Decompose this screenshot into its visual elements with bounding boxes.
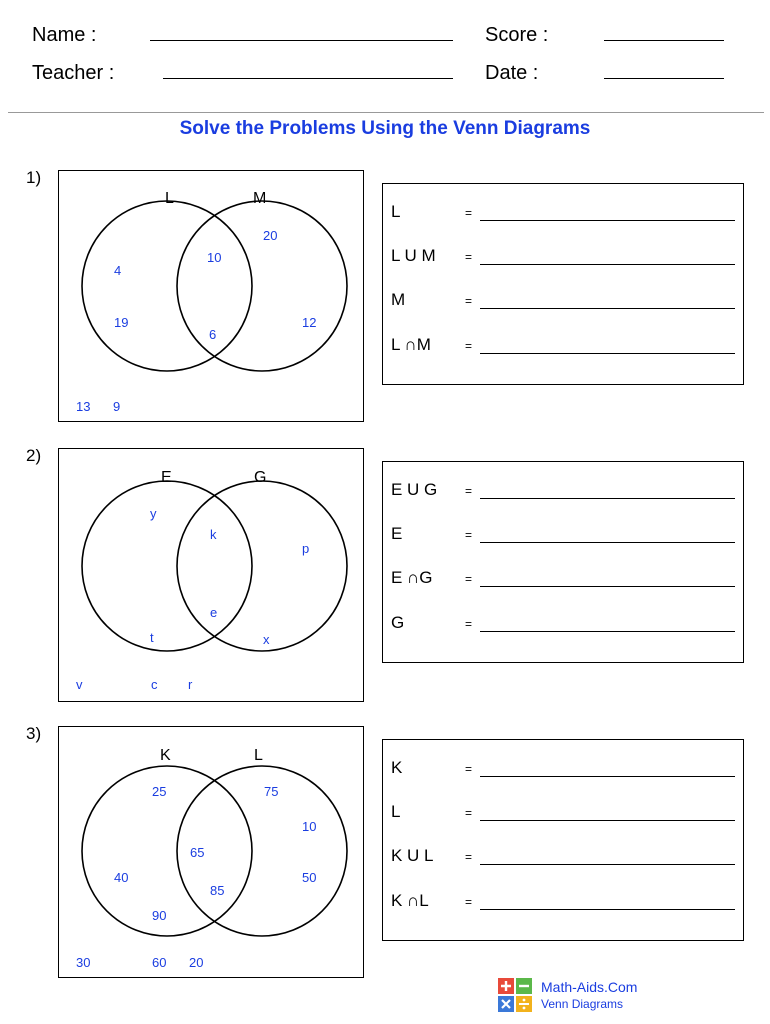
answer-box-3 — [382, 739, 744, 941]
venn-value: r — [188, 677, 193, 692]
venn-value: 10 — [302, 819, 317, 834]
equals-sign: = — [465, 850, 473, 864]
venn-value: 20 — [189, 955, 204, 970]
answer-line[interactable] — [480, 542, 735, 543]
set-label-a: L — [165, 190, 174, 207]
answer-label: L — [391, 802, 401, 821]
venn-value: 65 — [190, 845, 205, 860]
venn-value: 12 — [302, 315, 317, 330]
answer-line[interactable] — [480, 776, 735, 777]
answer-label: L — [391, 202, 401, 221]
answer-label: L ∩M — [391, 335, 431, 354]
venn-circles — [59, 727, 363, 977]
date-line[interactable] — [604, 78, 724, 79]
answer-row[interactable] — [383, 846, 743, 868]
answer-row[interactable] — [383, 758, 743, 780]
venn-value: e — [210, 605, 218, 620]
answer-row[interactable] — [383, 802, 743, 824]
set-label-a: K — [160, 747, 171, 764]
problem-number: 3) — [26, 724, 42, 743]
venn-value: k — [210, 527, 217, 542]
venn-value: 60 — [152, 955, 167, 970]
answer-line[interactable] — [480, 820, 735, 821]
name-line[interactable] — [150, 40, 453, 41]
answer-label: K — [391, 758, 403, 777]
answer-line[interactable] — [480, 586, 735, 587]
venn-value: 75 — [264, 784, 279, 799]
answer-line[interactable] — [480, 264, 735, 265]
venn-value: t — [150, 630, 154, 645]
venn-diagram-3 — [58, 726, 364, 978]
answer-row[interactable] — [383, 891, 743, 913]
answer-line[interactable] — [480, 631, 735, 632]
venn-value: 30 — [76, 955, 91, 970]
set-label-b: G — [254, 469, 267, 486]
answer-label: E ∩G — [391, 568, 433, 587]
equals-sign: = — [465, 806, 473, 820]
set-label-b: M — [253, 190, 267, 207]
score-line[interactable] — [604, 40, 724, 41]
equals-sign: = — [465, 250, 473, 264]
venn-value: 6 — [209, 327, 217, 342]
answer-box-2 — [382, 461, 744, 663]
venn-value: c — [151, 677, 158, 692]
equals-sign: = — [465, 484, 473, 498]
footer-site[interactable]: Math-Aids.Com — [541, 979, 638, 995]
answer-label: E U G — [391, 480, 438, 499]
venn-value: 4 — [114, 263, 122, 278]
venn-value: 25 — [152, 784, 167, 799]
equals-sign: = — [465, 572, 473, 586]
venn-circles — [59, 449, 363, 701]
answer-row[interactable] — [383, 613, 743, 635]
equals-sign: = — [465, 762, 473, 776]
venn-value: 13 — [76, 399, 91, 414]
answer-line[interactable] — [480, 353, 735, 354]
answer-row[interactable] — [383, 335, 743, 357]
venn-value: 20 — [263, 228, 278, 243]
footer-subtitle: Venn Diagrams — [541, 997, 624, 1011]
venn-value: 40 — [114, 870, 129, 885]
equals-sign: = — [465, 206, 473, 220]
equals-sign: = — [465, 294, 473, 308]
answer-row[interactable] — [383, 246, 743, 268]
set-label-b: L — [254, 747, 263, 764]
venn-value: y — [150, 506, 157, 521]
venn-value: 50 — [302, 870, 317, 885]
teacher-line[interactable] — [163, 78, 453, 79]
date-label: Date : — [485, 62, 539, 84]
score-label: Score : — [485, 24, 549, 46]
venn-diagram-1 — [58, 170, 364, 422]
math-aids-logo-icon — [498, 978, 532, 1012]
venn-value: 9 — [113, 399, 121, 414]
venn-value: p — [302, 541, 310, 556]
venn-value: 10 — [207, 250, 222, 265]
answer-line[interactable] — [480, 308, 735, 309]
page-title: Solve the Problems Using the Venn Diagrams — [179, 118, 591, 139]
set-label-a: E — [161, 469, 172, 486]
venn-value: x — [263, 632, 270, 647]
venn-value: 90 — [152, 908, 167, 923]
answer-row[interactable] — [383, 290, 743, 312]
answer-line[interactable] — [480, 220, 735, 221]
header-divider — [8, 112, 764, 113]
problem-number: 2) — [26, 446, 42, 465]
equals-sign: = — [465, 339, 473, 353]
venn-diagram-2 — [58, 448, 364, 702]
answer-row[interactable] — [383, 202, 743, 224]
venn-value: 85 — [210, 883, 225, 898]
answer-label: K ∩L — [391, 891, 429, 910]
answer-box-1 — [382, 183, 744, 385]
answer-row[interactable] — [383, 568, 743, 590]
venn-value: v — [76, 677, 83, 692]
answer-row[interactable] — [383, 524, 743, 546]
teacher-label: Teacher : — [32, 62, 115, 84]
answer-line[interactable] — [480, 864, 735, 865]
problem-number: 1) — [26, 168, 42, 187]
name-label: Name : — [32, 24, 97, 46]
equals-sign: = — [465, 895, 473, 909]
answer-label: K U L — [391, 846, 434, 865]
venn-circles — [59, 171, 363, 421]
answer-label: G — [391, 613, 405, 632]
venn-value: 19 — [114, 315, 129, 330]
answer-label: L U M — [391, 246, 436, 265]
answer-line[interactable] — [480, 909, 735, 910]
answer-label: M — [391, 290, 406, 309]
equals-sign: = — [465, 528, 473, 542]
answer-line[interactable] — [480, 498, 735, 499]
answer-row[interactable] — [383, 480, 743, 502]
equals-sign: = — [465, 617, 473, 631]
answer-label: E — [391, 524, 403, 543]
